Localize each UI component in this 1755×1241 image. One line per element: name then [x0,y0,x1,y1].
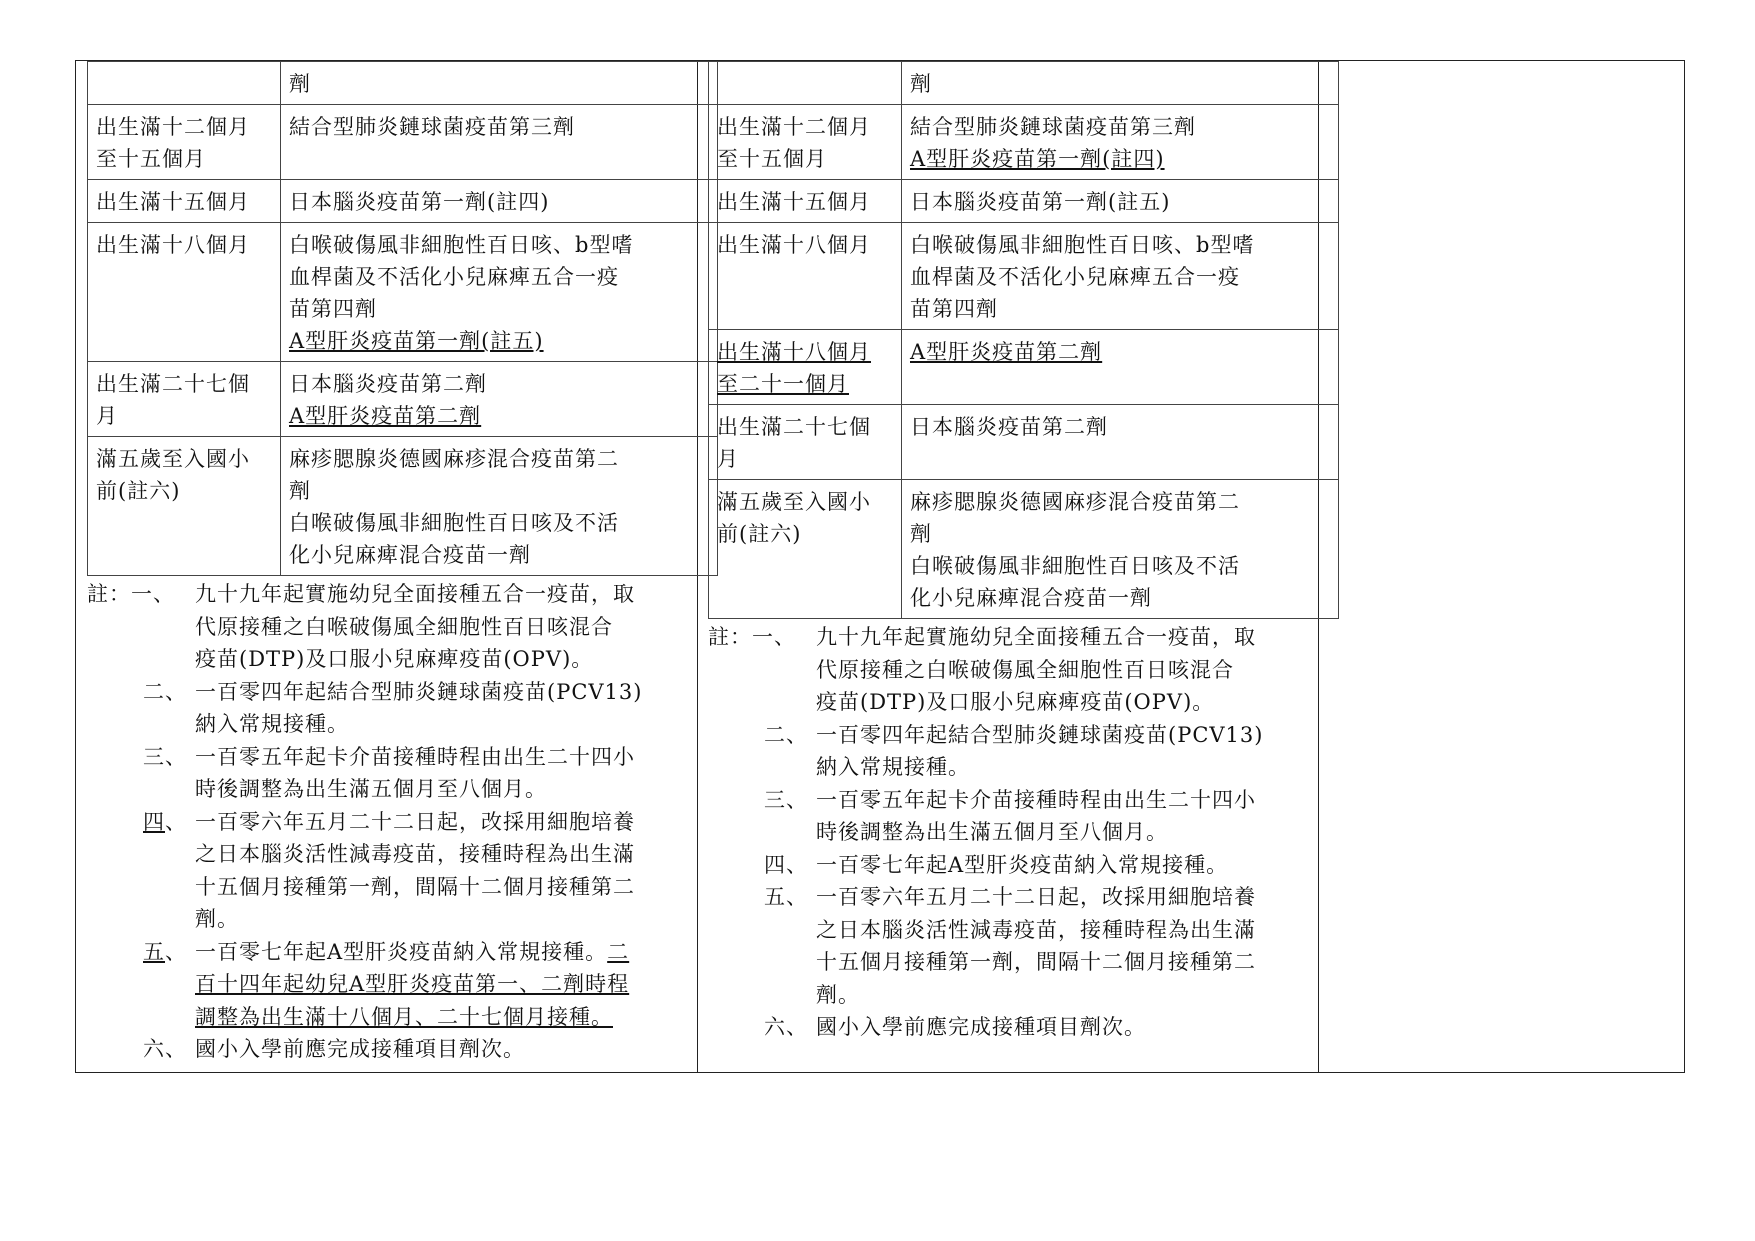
table-row [709,480,1339,619]
note-number: 二、 [143,679,187,704]
age-text: 出生滿十二個月 [96,115,250,139]
explanation-column [1319,61,1684,1072]
note-line: 一百零五年起卡介苗接種時程由出生二十四小 [195,744,635,769]
vaccine-text: 麻疹腮腺炎德國麻疹混合疫苗第二 [910,490,1240,514]
vaccine-text: 劑 [289,479,311,503]
note-line: 代原接種之白喉破傷風全細胞性百日咳混合 [816,657,1234,682]
note-line: 之日本腦炎活性減毒疫苗，接種時程為出生滿 [195,842,635,866]
note-item [87,676,683,741]
age-text: 月 [96,404,118,428]
note-number: 註：一、 [708,625,796,649]
table-row [709,62,1339,105]
age-cell [709,223,902,330]
note-line: 一百零七年起A型肝炎疫苗納入常規接種。 [816,852,1229,877]
amended-schedule-column [87,61,683,1066]
age-text: 出生滿二十七個 [96,372,250,396]
vaccine-cell [902,330,1339,405]
table-row [709,405,1339,480]
age-text: 前(註六) [96,479,181,503]
note-item [87,806,683,936]
age-text: 前(註六) [717,522,802,546]
age-cell [88,437,281,576]
age-text: 出生滿二十七個 [717,415,871,439]
vaccine-cell [281,223,718,362]
vaccine-cell [281,362,718,437]
note-text [708,621,1304,719]
vaccine-cell [902,480,1339,619]
vaccine-text: 化小兒麻痺混合疫苗一劑 [289,543,531,567]
age-cell [709,180,902,223]
note-line: 九十九年起實施幼兒全面接種五合一疫苗，取 [816,625,1256,649]
note-number: 三、 [764,787,808,812]
vaccine-text: 日本腦炎疫苗第二劑 [910,415,1108,439]
table-row [88,180,718,223]
note-line: 一百零六年五月二十二日起，改採用細胞培養 [195,809,635,834]
note-line: 調整為出生滿十八個月、二十七個月接種。 [195,1004,613,1029]
note-item [708,784,1304,849]
vaccine-text: 白喉破傷風非細胞性百日咳及不活 [910,554,1240,578]
vaccine-text: A型肝炎疫苗第二劑 [289,404,482,428]
age-text: 滿五歲至入國小 [717,490,871,514]
comparison-table-frame [75,60,1685,1073]
age-cell [709,62,902,105]
note-line: 一百零四年起結合型肺炎鏈球菌疫苗(PCV13) [195,679,643,704]
note-number: 五、 [764,885,808,909]
vaccine-text: 日本腦炎疫苗第一劑(註五) [910,190,1171,214]
age-cell [709,105,902,180]
note-item [87,936,683,1034]
vaccine-text: 血桿菌及不活化小兒麻痺五合一疫 [910,265,1240,289]
age-text: 月 [717,447,739,471]
age-text: 滿五歲至入國小 [96,447,250,471]
note-item [708,621,1304,719]
age-text: 出生滿十八個月 [96,233,250,257]
vaccine-cell [281,105,718,180]
note-line: 時後調整為出生滿五個月至八個月。 [195,777,547,801]
age-cell [88,362,281,437]
age-text: 至十五個月 [717,147,827,171]
table-row [88,223,718,362]
note-line: 納入常規接種。 [195,712,349,736]
table-row [88,62,718,105]
note-line: 十五個月接種第一劑，間隔十二個月接種第二 [816,950,1256,974]
note-number: 三、 [143,744,187,769]
note-number: 四、 [764,852,808,877]
note-item [87,1033,683,1066]
age-text: 出生滿十八個月 [717,340,871,364]
note-line: 百十四年起幼兒A型肝炎疫苗第一、二劑時程 [195,972,630,996]
note-line: 劑。 [816,982,860,1007]
vaccine-text: 劑 [910,72,932,96]
current-schedule-column [708,61,1304,1044]
vaccine-text: 麻疹腮腺炎德國麻疹混合疫苗第二 [289,447,619,471]
vaccination-schedule-table [708,61,1339,619]
note-line: 劑。 [195,907,239,931]
note-line: 疫苗(DTP)及口服小兒麻痺疫苗(OPV)。 [816,690,1215,714]
age-text: 出生滿十五個月 [717,190,871,214]
table-row [88,105,718,180]
notes-section [708,621,1304,1044]
vaccine-cell [281,62,718,105]
note-line: 九十九年起實施幼兒全面接種五合一疫苗，取 [195,582,635,606]
table-row [88,362,718,437]
note-line: 國小入學前應完成接種項目劑次。 [195,1037,525,1061]
table-row [709,330,1339,405]
age-cell [709,330,902,405]
note-item [87,741,683,806]
table-row [709,105,1339,180]
note-number: 二、 [764,722,808,747]
note-line: 一百零五年起卡介苗接種時程由出生二十四小 [816,787,1256,812]
age-text: 出生滿十五個月 [96,190,250,214]
vaccine-text: 劑 [910,522,932,546]
age-cell [88,223,281,362]
note-text [87,578,683,676]
vaccine-text: A型肝炎疫苗第二劑 [910,340,1103,364]
note-number: 註：一、 [87,582,175,606]
vaccine-text: 結合型肺炎鏈球菌疫苗第三劑 [910,115,1196,139]
table-row [709,223,1339,330]
vaccine-text: 苗第四劑 [289,297,377,321]
vaccine-cell [902,405,1339,480]
notes-section [87,578,683,1066]
note-line: 一百零六年五月二十二日起，改採用細胞培養 [816,885,1256,909]
note-item [87,578,683,676]
age-text: 至十五個月 [96,147,206,171]
table-row [709,180,1339,223]
note-number: 五、 [143,939,187,964]
vaccine-text: 白喉破傷風非細胞性百日咳、b型嗜 [910,233,1255,257]
note-item [708,881,1304,1011]
note-item [708,719,1304,784]
table-row [88,437,718,576]
note-line: 納入常規接種。 [816,755,970,779]
age-cell [88,180,281,223]
vaccine-text: 白喉破傷風非細胞性百日咳及不活 [289,511,619,535]
vaccination-schedule-table [87,61,718,576]
age-cell [88,105,281,180]
note-line: 之日本腦炎活性減毒疫苗，接種時程為出生滿 [816,917,1256,942]
note-line: 時後調整為出生滿五個月至八個月。 [816,820,1168,844]
vaccine-cell [902,223,1339,330]
age-cell [709,480,902,619]
note-line: 代原接種之白喉破傷風全細胞性百日咳混合 [195,614,613,639]
vaccine-text: 血桿菌及不活化小兒麻痺五合一疫 [289,265,619,289]
vaccine-text: 劑 [289,72,311,96]
note-line: 疫苗(DTP)及口服小兒麻痺疫苗(OPV)。 [195,647,594,671]
vaccine-cell [281,180,718,223]
vaccine-text: 白喉破傷風非細胞性百日咳、b型嗜 [289,233,634,257]
note-line: 國小入學前應完成接種項目劑次。 [816,1015,1146,1039]
age-text: 出生滿十八個月 [717,233,871,257]
vaccine-text: A型肝炎疫苗第一劑(註五) [289,329,544,353]
note-item [708,1011,1304,1044]
note-line: 十五個月接種第一劑，間隔十二個月接種第二 [195,874,635,899]
vaccine-cell [902,62,1339,105]
vaccine-cell [902,180,1339,223]
note-number: 六、 [764,1015,808,1039]
age-text: 出生滿十二個月 [717,115,871,139]
age-cell [88,62,281,105]
vaccine-cell [902,105,1339,180]
age-cell [709,405,902,480]
age-text: 至二十一個月 [717,372,849,396]
note-number: 六、 [143,1037,187,1061]
note-line: 一百零七年起A型肝炎疫苗納入常規接種。二 [195,939,630,964]
note-item [708,849,1304,882]
vaccine-text: A型肝炎疫苗第一劑(註四) [910,147,1165,171]
vaccine-text: 日本腦炎疫苗第一劑(註四) [289,190,550,214]
note-number: 四、 [143,809,187,834]
vaccine-text: 日本腦炎疫苗第二劑 [289,372,487,396]
vaccine-text: 化小兒麻痺混合疫苗一劑 [910,586,1152,610]
vaccine-cell [281,437,718,576]
vaccine-text: 苗第四劑 [910,297,998,321]
vaccine-text: 結合型肺炎鏈球菌疫苗第三劑 [289,115,575,139]
note-line: 一百零四年起結合型肺炎鏈球菌疫苗(PCV13) [816,722,1264,747]
